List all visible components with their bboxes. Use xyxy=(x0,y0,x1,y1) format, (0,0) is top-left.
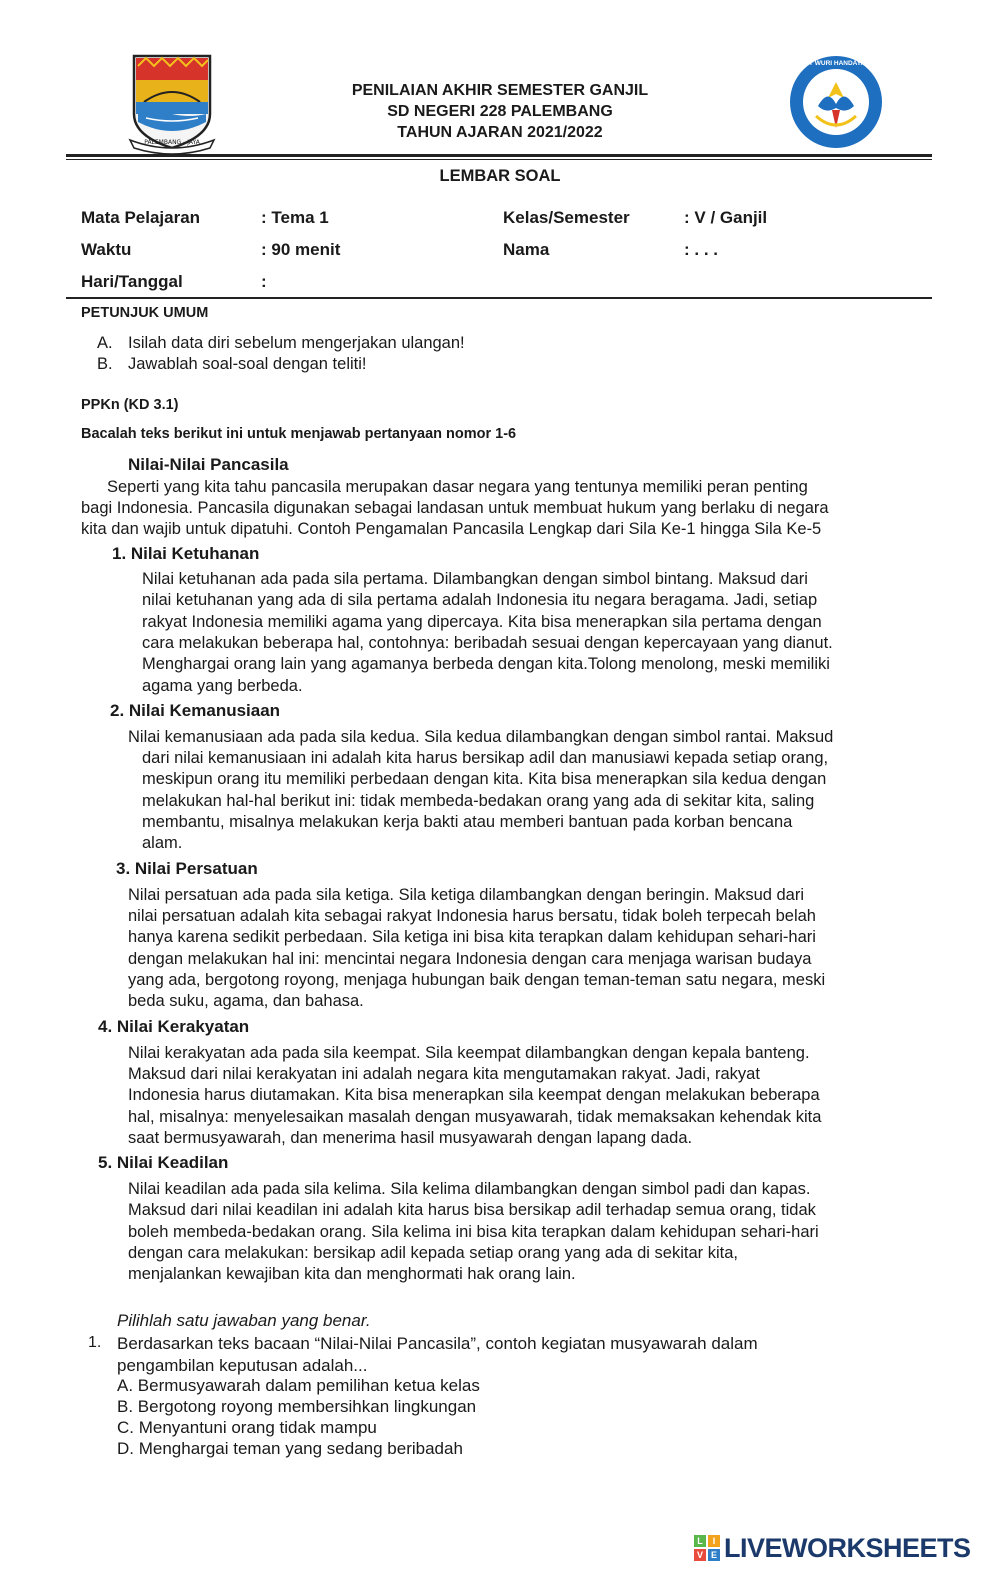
section-line: menjalankan kewajiban kita dan menghormati hak orang lain. xyxy=(128,1265,576,1283)
section-line: Nilai keadilan ada pada sila kelima. Sila kelima dilambangkan dengan simbol padi dan kapas. xyxy=(128,1180,811,1198)
section-heading-ketuhanan: 1. Nilai Ketuhanan xyxy=(112,544,260,563)
answer-option-d[interactable]: D. Menghargai teman yang sedang beribadah xyxy=(117,1439,463,1458)
section-heading-kerakyatan: 4. Nilai Kerakyatan xyxy=(98,1017,250,1036)
section-line: meskipun orang itu memiliki perbedaan dengan kita. Kita bisa menerapkan sila kedua dengan xyxy=(142,770,827,788)
time-value: : 90 menit xyxy=(261,240,341,259)
intro-line: bagi Indonesia. Pancasila digunakan sebagai landasan untuk membuat hukum yang berlaku di negara xyxy=(81,499,829,517)
section-line: dari nilai kemanusiaan ini adalah kita harus bersikap adil dan manusiawi kepada setiap orang, xyxy=(142,749,829,767)
exam-title: PENILAIAN AKHIR SEMESTER GANJIL xyxy=(351,82,649,99)
answer-option-b[interactable]: B. Bergotong royong membersihkan lingkungan xyxy=(117,1397,477,1416)
section-line: Menghargai orang lain yang agamanya berbeda dengan kita.Tolong menolong, meski memiliki xyxy=(142,655,830,673)
date-label: Hari/Tanggal xyxy=(81,272,183,291)
name-label: Nama xyxy=(503,240,550,259)
name-value: : . . . xyxy=(684,240,718,259)
section-heading-persatuan: 3. Nilai Persatuan xyxy=(116,859,258,878)
section-line: melakukan hal-hal berikut ini: tidak membeda-bedakan orang yang ada di sekitar kita, saling xyxy=(142,792,815,810)
section-line: Nilai kerakyatan ada pada sila keempat. Sila keempat dilambangkan dengan kepala banteng. xyxy=(128,1044,810,1062)
section-line: yang ada, bergotong royong, menjaga hubungan baik dengan teman-teman satu negara, meski xyxy=(128,971,826,989)
reading-instruction: Bacalah teks berikut ini untuk menjawab pertanyaan nomor 1-6 xyxy=(81,426,517,442)
section-line: beda suku, agama, dan bahasa. xyxy=(128,992,364,1010)
instructions-title: PETUNJUK UMUM xyxy=(81,305,209,321)
section-line: rakyat Indonesia memiliki agama yang dipercaya. Kita bisa menerapkan sila pertama dengan xyxy=(142,613,822,631)
section-line: cara melakukan beberapa hal, contohnya: beribadah sesuai dengan kepercayaan yang dianut. xyxy=(142,634,833,652)
logo-square: I xyxy=(708,1535,720,1547)
liveworksheets-watermark[interactable] xyxy=(694,1532,971,1564)
question-text: pengambilan keputusan adalah... xyxy=(117,1356,368,1375)
logo-arc-text: TUT WURI HANDAYANI xyxy=(800,60,872,67)
section-line: agama yang berbeda. xyxy=(142,677,303,695)
question-text: Berdasarkan teks bacaan “Nilai-Nilai Pancasila”, contoh kegiatan musyawarah dalam xyxy=(117,1334,758,1353)
subject-value: : Tema 1 xyxy=(261,208,329,227)
subject-code: PPKn (KD 3.1) xyxy=(81,397,179,413)
subject-label: Mata Pelajaran xyxy=(81,208,201,227)
section-line: alam. xyxy=(142,834,183,852)
section-line: Maksud dari nilai keadilan ini adalah kita harus bisa bersikap adil terhadap semua orang, tidak xyxy=(128,1201,816,1219)
section-line: hanya karena sedikit perbedaan. Sila ketiga ini bisa kita terapkan dalam kehidupan sehari-hari xyxy=(128,928,816,946)
section-line: nilai ketuhanan yang ada di sila pertama adalah Indonesia itu negara beragama. Jadi, setiap xyxy=(142,591,818,609)
emblem-banner-text: PALEMBANG - JAYA xyxy=(144,139,200,146)
class-value: : V / Ganjil xyxy=(684,208,768,227)
question-instruction: Pilihlah satu jawaban yang benar. xyxy=(117,1311,371,1330)
section-heading-keadilan: 5. Nilai Keadilan xyxy=(98,1153,229,1172)
question-number: 1. xyxy=(88,1334,102,1351)
liveworksheets-text: LIVEWORKSHEETS xyxy=(724,1532,971,1563)
header-divider-thin xyxy=(66,159,932,160)
section-line: Nilai persatuan ada pada sila ketiga. Sila ketiga dilambangkan dengan beringin. Maksud dari xyxy=(128,886,805,904)
logo-square: E xyxy=(708,1549,720,1561)
time-label: Waktu xyxy=(81,240,132,259)
logo-square: V xyxy=(694,1549,706,1561)
section-line: boleh membeda-bedakan orang. Sila kelima ini bisa kita terapkan dalam kehidupan sehari-hari xyxy=(128,1223,819,1241)
section-heading-kemanusiaan: 2. Nilai Kemanusiaan xyxy=(110,701,281,720)
info-divider xyxy=(66,297,932,299)
instruction-a-letter: A. xyxy=(97,334,113,352)
date-value: : xyxy=(261,272,267,291)
section-line: dengan melakukan hal ini: mencintai negara Indonesia dengan cara menjaga warisan budaya xyxy=(128,950,812,968)
answer-option-a[interactable]: A. Bermusyawarah dalam pemilihan ketua kelas xyxy=(117,1376,480,1395)
section-line: Maksud dari nilai kerakyatan ini adalah negara kita mengutamakan rakyat. Jadi, rakyat xyxy=(128,1065,760,1083)
sheet-title: LEMBAR SOAL xyxy=(439,167,561,185)
section-line: Nilai ketuhanan ada pada sila pertama. Dilambangkan dengan simbol bintang. Maksud dari xyxy=(142,570,808,588)
section-line: Nilai kemanusiaan ada pada sila kedua. Sila kedua dilambangkan dengan simbol rantai. Maksud xyxy=(128,728,834,746)
section-line: membantu, misalnya melakukan kerja bakti atau memberi bantuan pada korban bencana xyxy=(142,813,793,831)
class-label: Kelas/Semester xyxy=(503,208,630,227)
intro-line: kita dan wajib untuk dipatuhi. Contoh Pengamalan Pancasila Lengkap dari Sila Ke-1 hingga Sila Ke-5 xyxy=(81,520,822,538)
instruction-b-text: Jawablah soal-soal dengan teliti! xyxy=(128,355,367,373)
answer-option-c[interactable]: C. Menyantuni orang tidak mampu xyxy=(117,1418,377,1437)
liveworksheets-logo-icon xyxy=(694,1535,720,1561)
instruction-b-letter: B. xyxy=(97,355,113,373)
section-line: hal, misalnya: menyelesaikan masalah dengan musyawarah, tidak memaksakan kehendak kita xyxy=(128,1108,822,1126)
school-name: SD NEGERI 228 PALEMBANG xyxy=(387,103,613,120)
instruction-a-text: Isilah data diri sebelum mengerjakan ulangan! xyxy=(128,334,465,352)
reading-title: Nilai-Nilai Pancasila xyxy=(128,455,289,474)
logo-square: L xyxy=(694,1535,706,1547)
section-line: dengan cara melakukan: bersikap adil kepada setiap orang yang ada di sekitar kita, xyxy=(128,1244,738,1262)
intro-line: Seperti yang kita tahu pancasila merupakan dasar negara yang tentunya memiliki peran penting xyxy=(107,478,808,496)
section-line: saat bermusyawarah, dan menerima hasil musyawarah dengan lapang dada. xyxy=(128,1129,693,1147)
academic-year: TAHUN AJARAN 2021/2022 xyxy=(397,124,603,141)
section-line: Indonesia harus diutamakan. Kita bisa menerapkan sila keempat dengan melakukan beberapa xyxy=(128,1086,820,1104)
header-divider xyxy=(66,154,932,157)
section-line: nilai persatuan adalah kita sebagai rakyat Indonesia harus bersatu, tidak boleh terpecah belah xyxy=(128,907,816,925)
